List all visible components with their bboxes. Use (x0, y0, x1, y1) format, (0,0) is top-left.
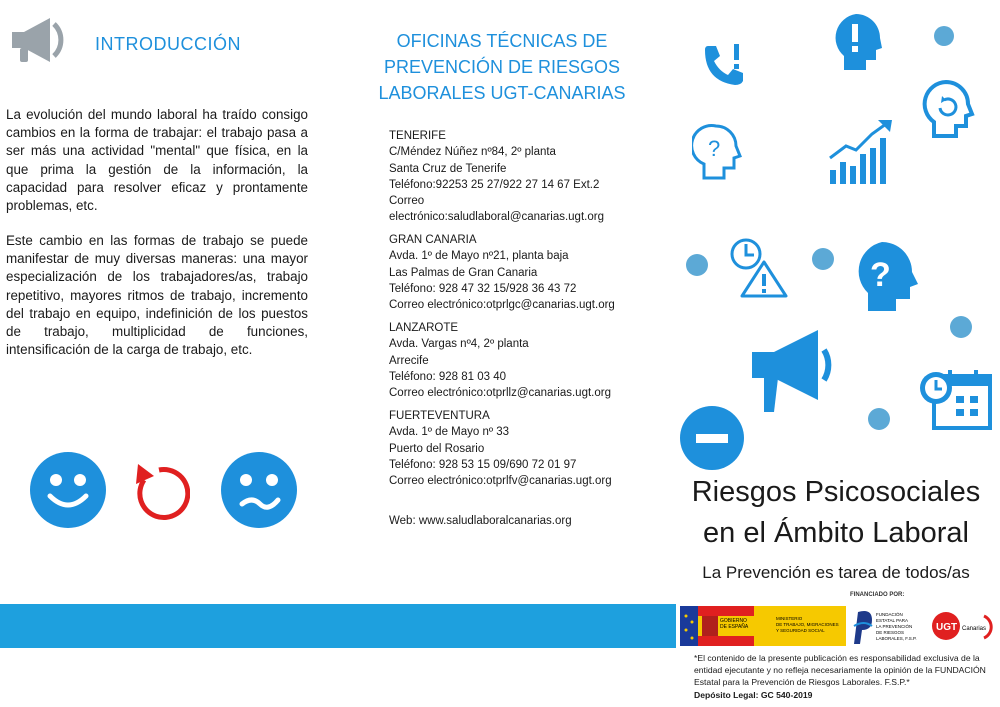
office-address: Avda. 1º de Mayo nº21, planta baja (389, 250, 569, 263)
fundacion-line-2: ESTATAL PARA (876, 618, 909, 623)
office-phone: Teléfono: 928 53 15 09/690 72 01 97 (389, 458, 577, 471)
main-title-line-2: en el Ámbito Laboral (703, 517, 969, 549)
office-name: LANZAROTE (389, 322, 459, 334)
office-name: TENERIFE (389, 130, 446, 142)
refresh-icon (128, 458, 190, 524)
office-gran-canaria (389, 232, 649, 313)
calendar-clock-icon (918, 366, 994, 432)
office-city: Santa Cruz de Tenerife (389, 162, 507, 175)
office-phone: Teléfono: 928 47 32 15/928 36 43 72 (389, 282, 577, 295)
fundacion-line-1: FUNDACIÓN (876, 612, 903, 617)
phone-alert-icon (700, 42, 750, 90)
growth-chart-icon (828, 118, 896, 186)
ministry-line-1: MINISTERIO (776, 616, 803, 621)
svg-text:?: ? (708, 136, 721, 161)
intro-paragraph-1: La evolución del mundo laboral ha traído consigo cambios en la forma de trabajar: el trabajo pasa a ser más una actividad "mental" que física, en la que prima la gestión de la información, la capacidad para resolver eficaz y prontamente problemas, etc. (6, 107, 308, 214)
ministry-line-3: Y SEGURIDAD SOCIAL (776, 628, 825, 633)
decorative-dot (868, 408, 890, 430)
fundacion-logo (852, 604, 924, 650)
office-address: Avda. Vargas nº4, 2º planta (389, 338, 529, 351)
office-tenerife (389, 128, 649, 226)
head-refresh-icon (920, 78, 976, 140)
ugt-canarias-logo (928, 604, 996, 650)
decorative-dot (934, 26, 954, 46)
head-question-icon (692, 122, 744, 182)
worried-face-icon (220, 452, 298, 528)
office-city: Las Palmas de Gran Canaria (389, 266, 538, 279)
office-email: electrónico:saludlaboral@canarias.ugt.org (389, 211, 604, 224)
office-address: Avda. 1º de Mayo nº 33 (389, 426, 510, 439)
sponsor-logos (676, 602, 1000, 650)
offices-title: OFICINAS TÉCNICAS DE PREVENCIÓN DE RIESGOS LABORALES UGT-CANARIAS (378, 31, 626, 103)
office-phone: Teléfono:92253 25 27/922 27 14 67 Ext.2 (389, 178, 600, 191)
ministry-line-2: DE TRABAJO, MIGRACIONES (776, 622, 839, 627)
disclaimer (694, 652, 994, 701)
disclaimer-text: *El contenido de la presente publicación es responsabilidad exclusiva de la entidad ejecutante y no refleja necesariamente la opinión de la FUNDACIÓN Estatal para la Prevención de Riesgos Laborales. F.S.P.* (694, 653, 986, 688)
head-question-large-icon (850, 240, 920, 314)
office-city: Arrecife (389, 354, 429, 367)
ugt-region: Canarias (962, 626, 987, 632)
fundacion-line-4: DE RIESGOS (876, 630, 905, 635)
office-email: Correo electrónico:otprllz@canarias.ugt.org (389, 387, 611, 400)
office-lanzarote (389, 320, 649, 401)
website-link[interactable]: Web: www.saludlaboralcanarias.org (389, 515, 572, 527)
funded-by-label: FINANCIADO POR: (850, 592, 905, 598)
fundacion-line-5: LABORALES, F.S.P. (876, 636, 917, 641)
head-exclamation-icon (828, 12, 884, 70)
main-title-line-1: Riesgos Psicosociales (691, 476, 981, 508)
subtitle: La Prevención es tarea de todos/as (702, 563, 970, 582)
office-fuerteventura (389, 408, 649, 489)
legal-deposit: Depósito Legal: GC 540-2019 (694, 689, 813, 700)
spain-government-logo (680, 604, 850, 650)
intro-title: INTRODUCCIÓN (95, 34, 241, 54)
smiley-icon (30, 452, 106, 528)
decorative-dot (686, 254, 708, 276)
office-name: FUERTEVENTURA (389, 410, 490, 422)
gov-line-2: DE ESPAÑA (720, 624, 749, 630)
office-email: Correo electrónico:otprlfv@canarias.ugt.org (389, 475, 612, 488)
decorative-dot (950, 316, 972, 338)
office-address: C/Méndez Núñez nº84, 2º planta (389, 146, 556, 159)
intro-paragraph-2: Este cambio en las formas de trabajo se puede manifestar de muy diversas maneras: una mayor especialización de los trabajadores/as, trabajo repetitivo, mayores ritmos de trabajo, incremento del trabajo en equipo, indefinición de los puestos de trabajo, multiplicidad de funciones, intensificación de la carga de trabajo, etc. (6, 233, 308, 358)
ugt-logo-text: UGT (936, 622, 958, 633)
gov-line-1: GOBIERNO (720, 618, 747, 624)
clock-warning-icon (728, 236, 790, 300)
office-name: GRAN CANARIA (389, 234, 477, 246)
office-city: Puerto del Rosario (389, 442, 485, 455)
main-title (672, 472, 1000, 554)
minus-circle-icon (680, 406, 744, 470)
office-email-label: Correo (389, 195, 425, 208)
office-phone: Teléfono: 928 81 03 40 (389, 370, 507, 383)
fundacion-line-3: LA PREVENCIÓN (876, 624, 913, 629)
megaphone-large-icon (748, 328, 840, 416)
svg-text:?: ? (870, 256, 891, 294)
decorative-dot (812, 248, 834, 270)
office-email: Correo electrónico:otprlgc@canarias.ugt.org (389, 299, 615, 312)
megaphone-icon (8, 14, 66, 66)
